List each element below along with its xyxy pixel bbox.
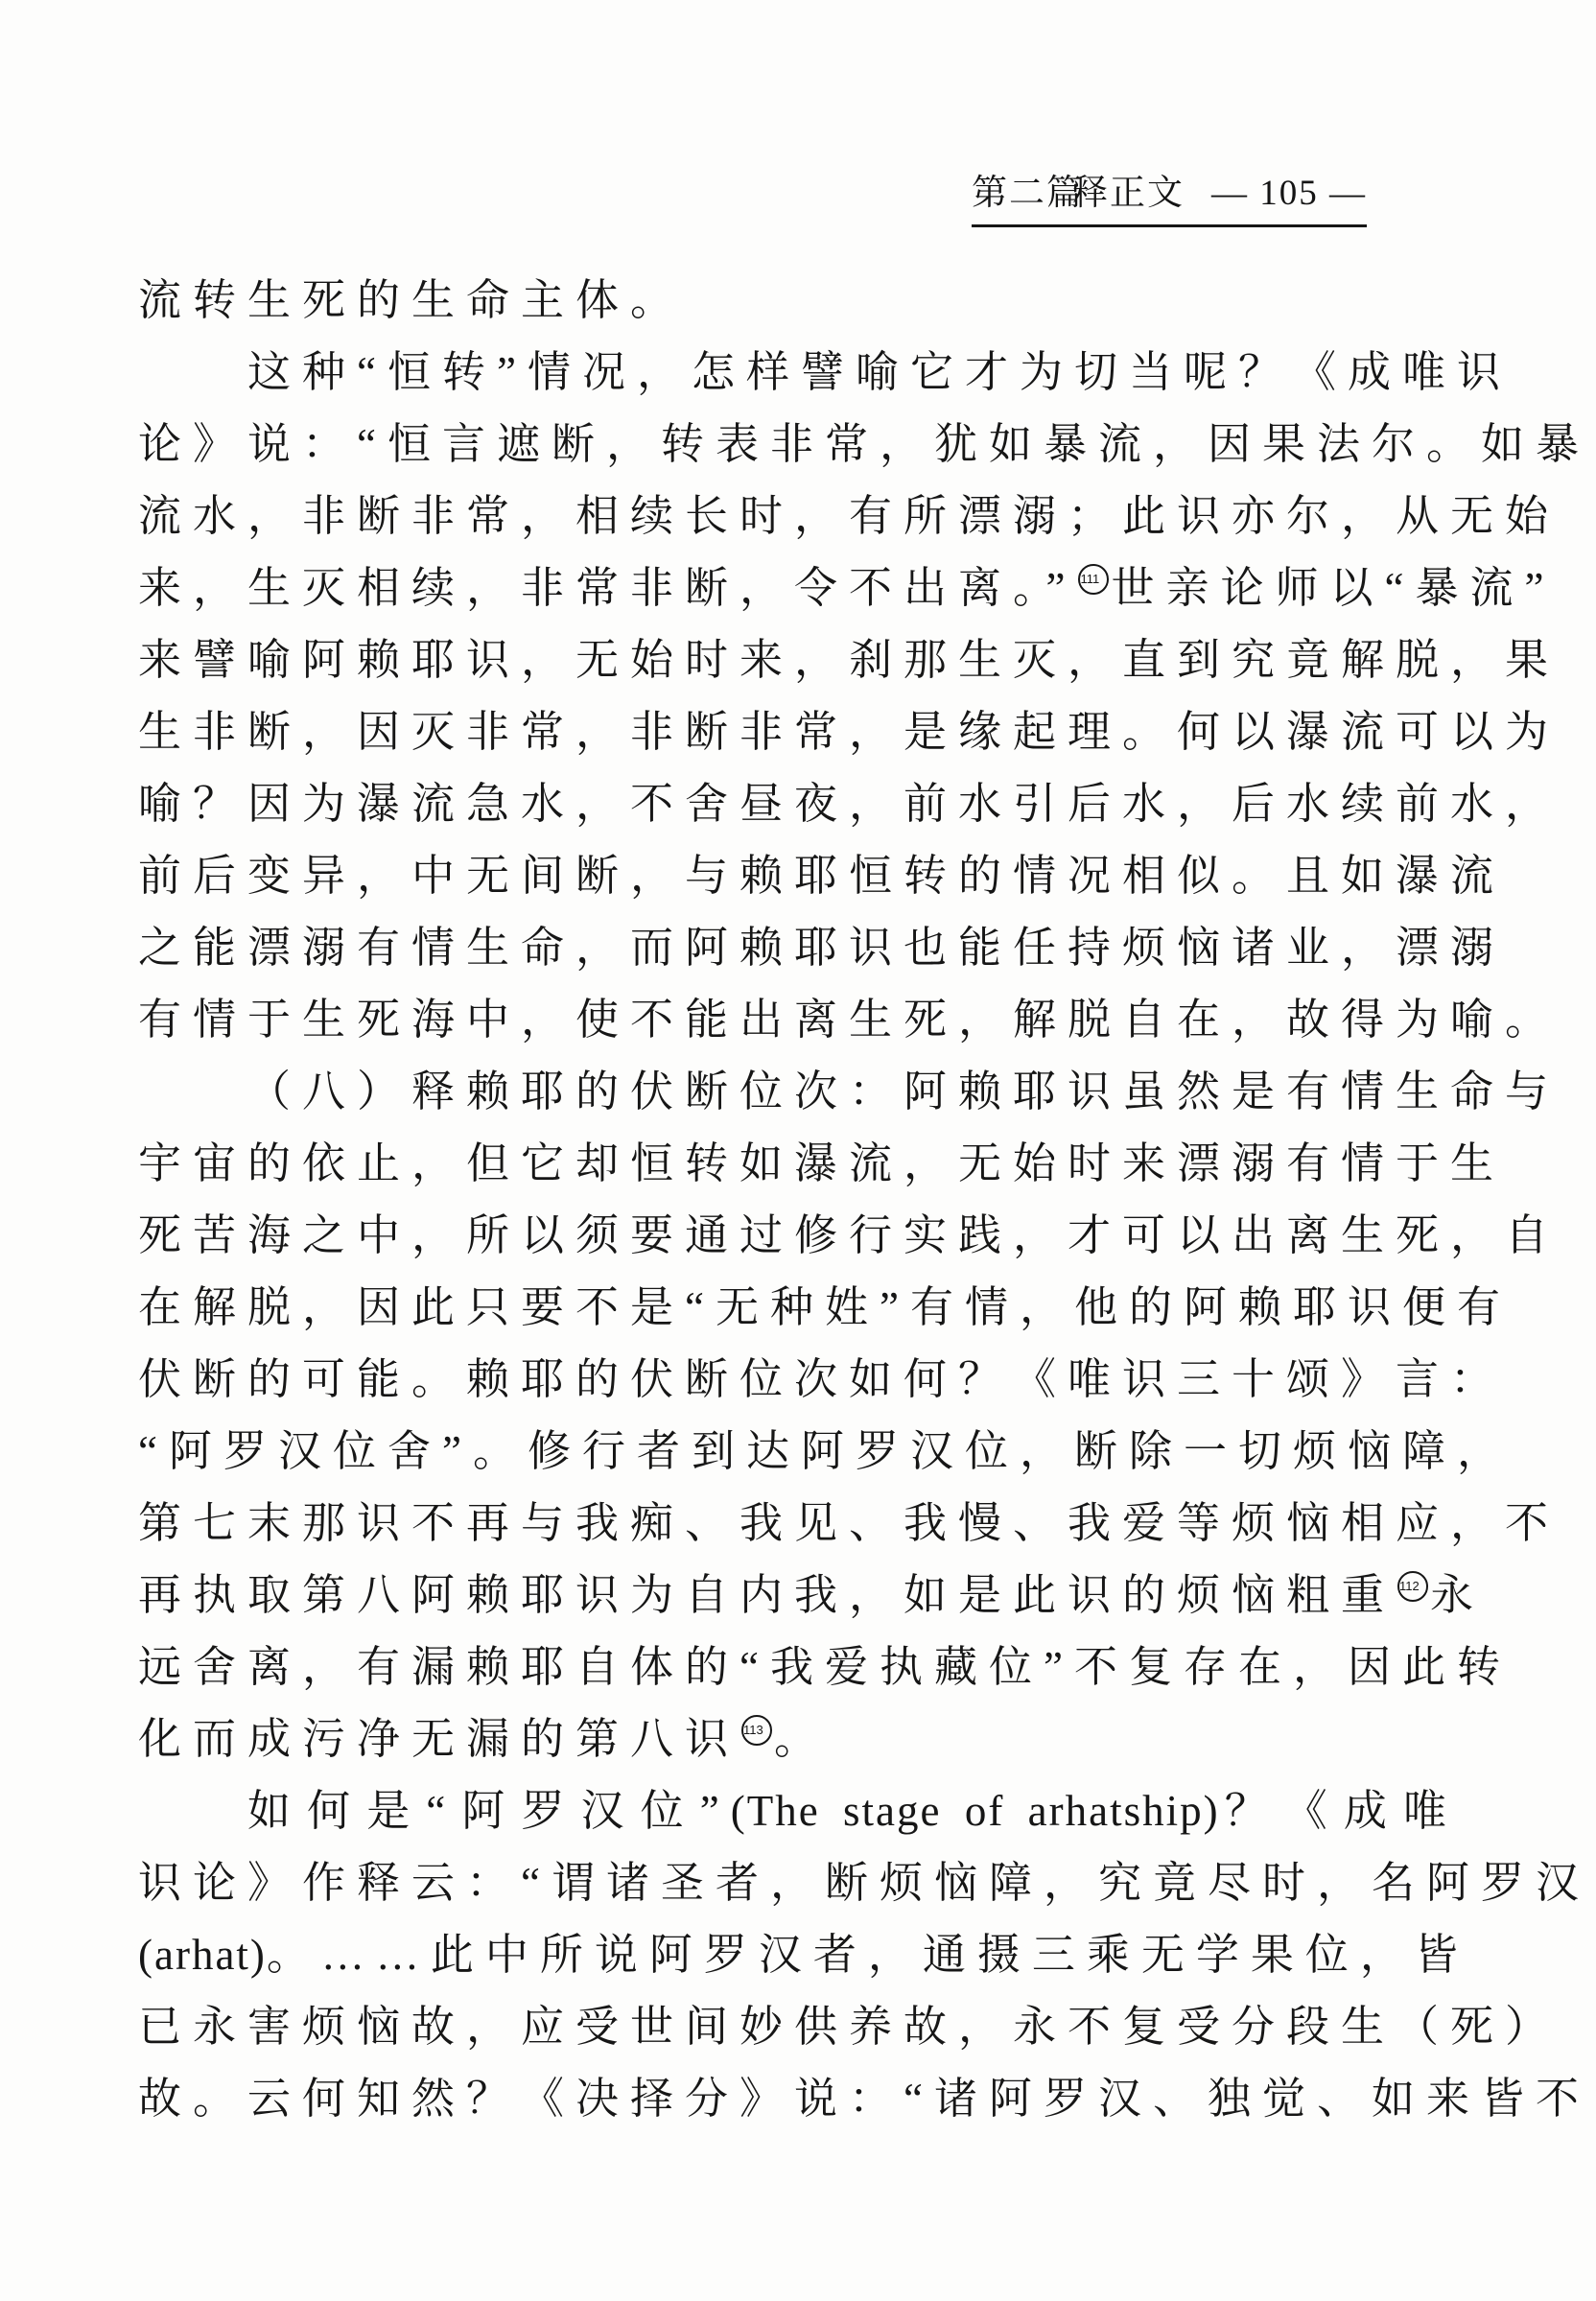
text-line: 宇宙的依止，但它却恒转如瀑流，无始时来漂溺有情于生	[138, 1139, 1506, 1187]
latin-text: (arhat)	[138, 1931, 267, 1979]
footnote-marker: 112	[1397, 1571, 1428, 1602]
header-page-number: — 105 —	[1211, 174, 1367, 213]
text-line: 前后变异，中无间断，与赖耶恒转的情况相似。且如瀑流	[138, 852, 1506, 900]
text-line: 化而成污净无漏的第八识 113 。	[138, 1715, 830, 1763]
text-line: 来譬喻阿赖耶识，无始时来，刹那生灭，直到究竟解脱，果	[138, 636, 1561, 684]
text-line: 第七末那识不再与我痴、我见、我慢、我爱等烦恼相应，不	[138, 1499, 1561, 1547]
text-line: 这种“恒转”情况，怎样譬喻它才为切当呢？《成唯识	[247, 348, 1512, 396]
text-line: 有情于生死海中，使不能出离生死，解脱自在，故得为喻。	[138, 996, 1561, 1044]
text-line: 已永害烦恼故，应受世间妙供养故，永不复受分段生（死）	[138, 2003, 1561, 2051]
text-line: “阿罗汉位舍”。修行者到达阿罗汉位，断除一切烦恼障，	[138, 1427, 1512, 1475]
text-line: 之能漂溺有情生命，而阿赖耶识也能任持烦恼诸业，漂溺	[138, 924, 1506, 972]
text-line: 论》说：“恒言遮断，转表非常，犹如暴流，因果法尔。如暴	[138, 420, 1590, 468]
text-line: 故。云何知然？《决择分》说：“诸阿罗汉、独觉、如来皆不	[138, 2075, 1590, 2123]
latin-text: (The stage of arhatship)	[730, 1787, 1220, 1835]
footnote-marker: 111	[1078, 564, 1109, 595]
text-line: 流水，非断非常，相续长时，有所漂溺；此识亦尔，从无始	[138, 492, 1561, 540]
text-line: 死苦海之中，所以须要通过修行实践，才可以出离生死，自	[138, 1211, 1561, 1259]
text-line: （八）释赖耶的伏断位次：阿赖耶识虽然是有情生命与	[247, 1068, 1561, 1115]
text-line: 伏断的可能。赖耶的伏断位次如何？《唯识三十颂》言：	[138, 1355, 1506, 1403]
text-line: (arhat)。……此中所说阿罗汉者，通摄三乘无学果位，皆	[138, 1931, 1469, 1979]
body-text	[138, 265, 1590, 2135]
text-line: 生非断，因灭非常，非断非常，是缘起理。何以瀑流可以为	[138, 708, 1561, 756]
text-line: 来，生灭相续，非常非断，令不出离。” 111 世亲论师以“暴流”	[138, 564, 1556, 612]
text-line: 流转生死的生命主体。	[138, 276, 686, 324]
header-section: 第二篇	[972, 174, 1084, 213]
text-line: 识论》作释云：“谓诸圣者，断烦恼障，究竟尽时，名阿罗汉	[138, 1859, 1590, 1907]
running-header	[972, 163, 1367, 227]
header-chapter-title: 释正文	[1072, 174, 1185, 213]
text-line: 如何是“阿罗汉位”(The stage of arhatship)？《成唯	[247, 1787, 1458, 1835]
text-line: 远舍离，有漏赖耶自体的“我爱执藏位”不复存在，因此转	[138, 1643, 1512, 1691]
text-line: 在解脱，因此只要不是“无种姓”有情，他的阿赖耶识便有	[138, 1283, 1512, 1331]
footnote-marker: 113	[741, 1715, 772, 1746]
text-line: 喻？因为瀑流急水，不舍昼夜，前水引后水，后水续前水，	[138, 780, 1561, 828]
text-line: 再执取第八阿赖耶识为自内我，如是此识的烦恼粗重 112 永	[138, 1571, 1486, 1619]
